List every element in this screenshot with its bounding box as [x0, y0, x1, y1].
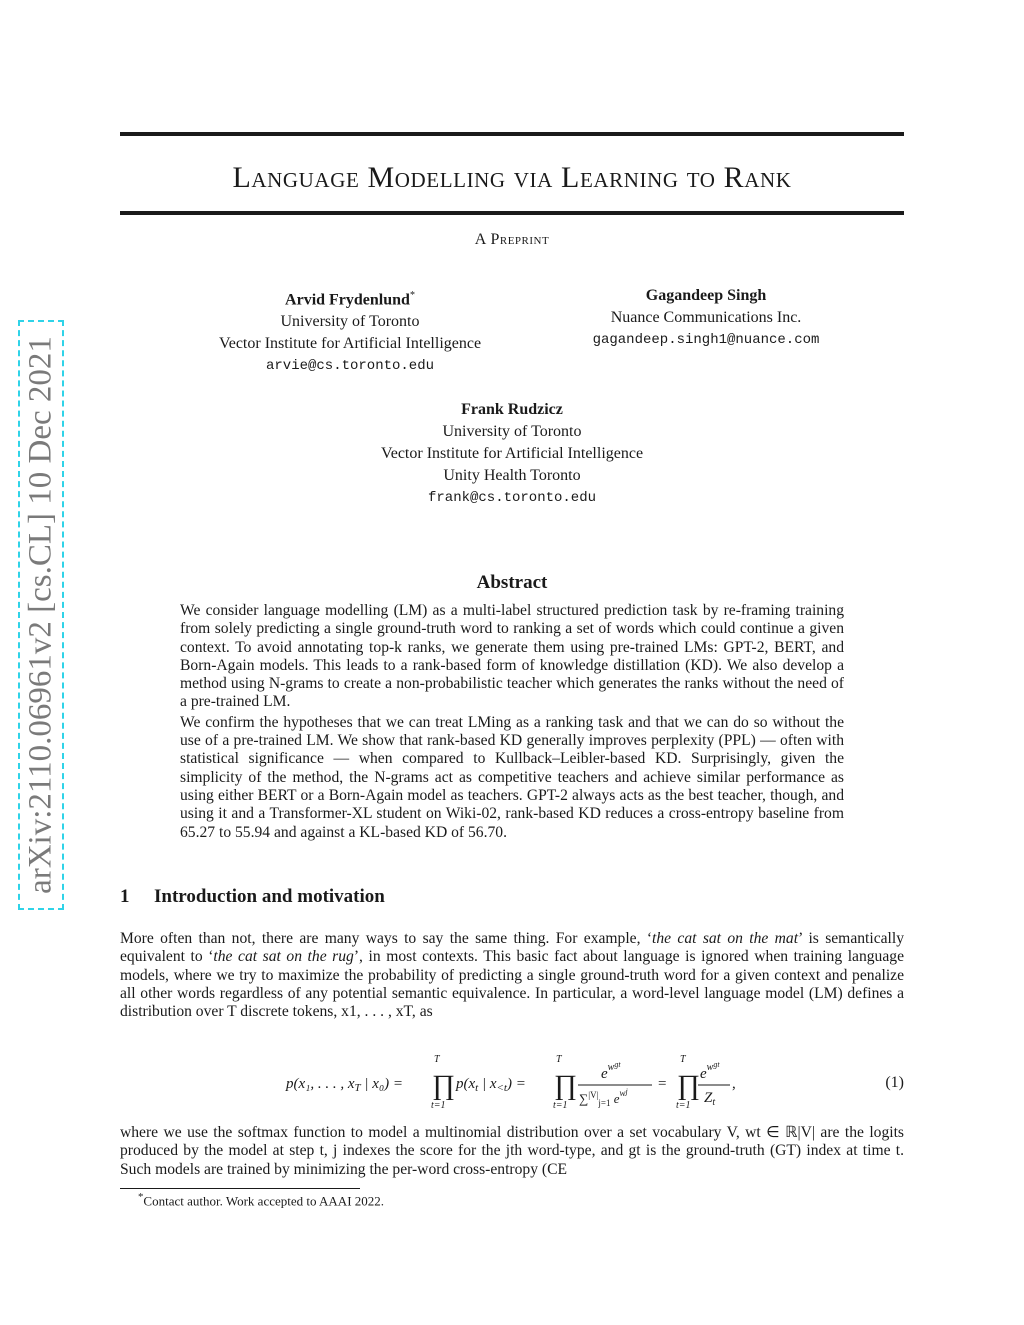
example-phrase: the cat sat on the rug	[213, 948, 354, 966]
arxiv-identifier-stamp	[18, 320, 64, 910]
author-email: gagandeep.singh1@nuance.com	[592, 332, 820, 348]
footnote-text: Contact author. Work accepted to AAAI 2022.	[143, 1193, 385, 1209]
arxiv-identifier-text: arXiv:2110.06961v2 [cs.CL] 10 Dec 2021	[22, 336, 59, 894]
footnote	[138, 1191, 384, 1209]
example-phrase: the cat sat on the mat	[652, 930, 799, 947]
author-block-1	[180, 285, 520, 377]
svg-text:=: =	[658, 1076, 667, 1092]
author-affiliation: Unity Health Toronto	[443, 467, 581, 484]
equation-1	[120, 1052, 904, 1122]
svg-text:∏: ∏	[432, 1070, 456, 1101]
author-name: Frank Rudzicz	[461, 401, 563, 418]
author-email: arvie@cs.toronto.edu	[265, 358, 435, 375]
svg-text:T: T	[680, 1054, 686, 1065]
svg-text:Zt: $Z_t$	[704, 1090, 716, 1108]
author-affiliation: Vector Institute for Artificial Intelligence	[218, 335, 482, 353]
equation-number: (1)	[885, 1074, 904, 1091]
text-run: More often than not, there are many ways to say the same thing. For example, ‘	[120, 930, 653, 947]
text-run: ’ is semantically equivalent to ‘	[120, 930, 905, 966]
section-title: Introduction and motivation	[154, 886, 385, 907]
svg-text:ewgt: $e^{wgt}$	[700, 1060, 720, 1082]
author-affiliation: Nuance Communications Inc.	[610, 309, 802, 326]
author-name: Gagandeep Singh	[645, 287, 767, 304]
svg-text:ewgt: $e^{wgt}$	[601, 1060, 621, 1082]
author-affiliation: University of Toronto	[280, 313, 420, 331]
text-run: where we use the softmax function to model a multinomial distribution over a set vocabulary V, wt ∈ ℝ|V| are the logits produced by the model at step t, j indexes the score for the jth word-type, and gt is the ground-truth (GT) index at time t. Such models are trained by minimizing the per-word cross-entropy (CE	[120, 1124, 904, 1178]
abstract-body	[180, 602, 844, 842]
author-block-2	[560, 285, 852, 351]
section-heading	[120, 886, 385, 908]
footnote-mark: *	[138, 1191, 144, 1203]
abstract-heading: Abstract	[476, 572, 548, 593]
author-block-3	[312, 399, 712, 509]
text-run: ’, in most contexts. This basic fact about language is ignored when training language models, where we try to maximize the probability of predicting a single ground-truth word for a given context and penalize all other words regardless of any potential semantic equivalence. In particular, a word-level language model (LM) defines a distribution over T discrete tokens, x1, . . . , xT, as	[120, 948, 904, 1021]
title-top-rule	[120, 132, 904, 136]
svg-text:∑|V|j=1 ewj: ∑$^{|V|}_{j=1}$ $e^wj$	[579, 1087, 628, 1108]
intro-paragraph	[120, 930, 904, 1021]
author-name: Arvid Frydenlund	[285, 291, 410, 309]
svg-text:,: ,	[732, 1076, 736, 1092]
svg-text:T: T	[434, 1054, 440, 1065]
svg-text:p(xt | x<t) =: $p(x_t$ | $x_{<t}$) =	[456, 1076, 526, 1094]
footnote-rule	[120, 1188, 360, 1189]
svg-text:t=1: t=1	[431, 1100, 446, 1111]
equation-graphic	[120, 1052, 880, 1122]
svg-text:t=1: t=1	[553, 1100, 568, 1111]
svg-text:t=1: t=1	[676, 1100, 691, 1111]
paper-title: Language Modelling via Learning to Rank	[232, 161, 792, 194]
title-bottom-rule	[120, 211, 904, 215]
preprint-label: A Preprint	[474, 231, 550, 248]
author-mark: *	[409, 290, 415, 301]
svg-text:p(x₁, . . . , xT | x₀) =: p(x₁, . . . , $x_T$ | x₀) =	[286, 1076, 404, 1094]
author-email: frank@cs.toronto.edu	[427, 490, 597, 506]
svg-text:∏: ∏	[554, 1070, 578, 1101]
intro-paragraph-2	[120, 1124, 904, 1179]
author-affiliation: University of Toronto	[442, 423, 582, 440]
abstract-paragraph: We confirm the hypotheses that we can treat LMing as a ranking task and that we can do so without the use of a pre-trained LM. We show that rank-based KD generally improves perplexity (PPL) — often with statistical significance — when compared to Kullback–Leibler-based KD. Surprisingly, given the simplicity of the method, the N-grams act as competitive teachers and achieve similar performance as using either BERT or a Born-Again model as teachers. GPT-2 always acts as the best teacher, though, and using it and a Transformer-XL student on Wiki-02, rank-based KD reduces a cross-entropy baseline from 65.27 to 55.94 and against a KL-based KD of 56.70.	[180, 713, 844, 841]
section-number: 1	[120, 886, 130, 907]
svg-text:∏: ∏	[677, 1070, 701, 1101]
abstract-paragraph: We consider language modelling (LM) as a multi-label structured prediction task by re-framing training from solely predicting a single ground-truth word to ranking a set of words which could continue a given context. To avoid annotating top-k ranks, we generate them using pre-trained LMs: GPT-2, BERT, and Born-Again models. This leads to a rank-based form of knowledge distillation (KD). We also develop a method using N-grams to create a non-probabilistic teacher which generates the ranks without the need of a pre-trained LM.	[180, 602, 844, 711]
author-affiliation: Vector Institute for Artificial Intelligence	[380, 445, 644, 462]
svg-text:T: T	[556, 1054, 562, 1065]
